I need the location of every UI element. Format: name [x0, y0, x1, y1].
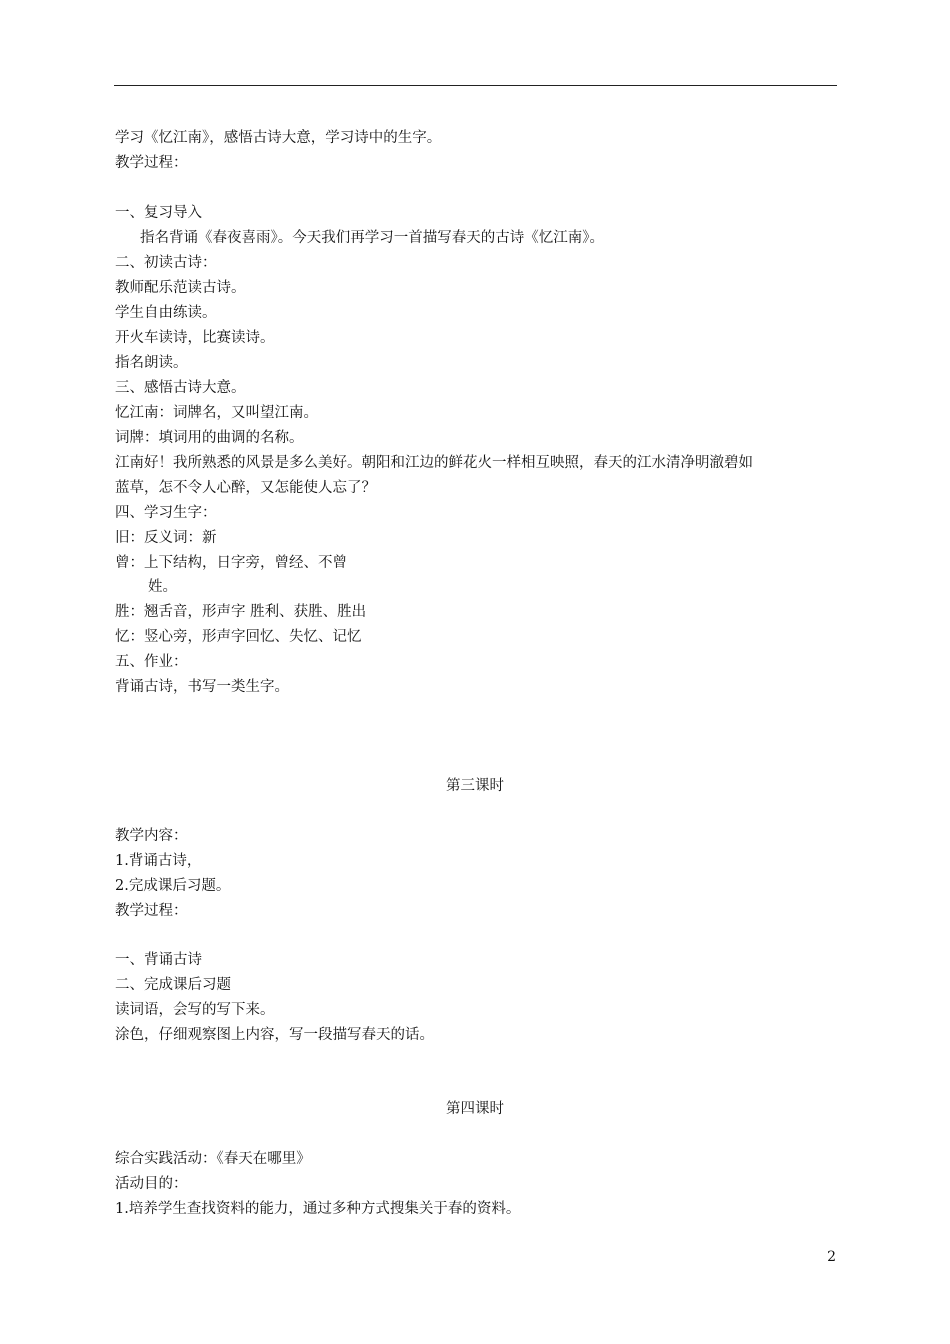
text-line: 教学内容： [115, 828, 188, 844]
text-line: 蓝草，怎不令人心醉，又怎能使人忘了？ [115, 480, 376, 496]
section-heading: 一、复习导入 [115, 205, 202, 221]
text-line: 江南好！我所熟悉的风景是多么美好。朝阳和江边的鲜花火一样相互映照，春天的江水清净明澈碧如 [115, 455, 753, 471]
text-line: 教学过程： [115, 903, 188, 919]
text-line: 姓。 [148, 579, 177, 595]
lesson-title: 第四课时 [446, 1101, 504, 1117]
text-line: 教师配乐范读古诗。 [115, 280, 246, 296]
text-line: 曾：上下结构，日字旁，曾经、不曾 [115, 555, 347, 571]
section-heading: 五、作业： [115, 654, 188, 670]
text-line: 开火车读诗，比赛读诗。 [115, 330, 275, 346]
text-line: 学生自由练读。 [115, 305, 217, 321]
section-heading: 二、初读古诗： [115, 255, 217, 271]
section-heading: 一、背诵古诗 [115, 952, 202, 968]
text-line: 忆江南：词牌名，又叫望江南。 [115, 405, 318, 421]
lesson-title: 第三课时 [446, 778, 504, 794]
text-line: 指名背诵《春夜喜雨》。今天我们再学习一首描写春天的古诗《忆江南》。 [140, 230, 604, 246]
header-rule [114, 85, 837, 86]
text-line: 2.完成课后习题。 [115, 878, 231, 894]
text-line: 旧：反义词：新 [115, 530, 217, 546]
section-heading: 四、学习生字： [115, 505, 217, 521]
text-line: 忆：竖心旁，形声字回忆、失忆、记忆 [115, 629, 362, 645]
text-line: 涂色，仔细观察图上内容，写一段描写春天的话。 [115, 1027, 434, 1043]
text-line: 活动目的： [115, 1176, 188, 1192]
text-line: 教学过程： [115, 155, 188, 171]
page-number: 2 [827, 1249, 836, 1265]
text-line: 背诵古诗，书写一类生字。 [115, 679, 289, 695]
text-line: 指名朗读。 [115, 355, 188, 371]
section-heading: 三、感悟古诗大意。 [115, 380, 246, 396]
text-line: 词牌：填词用的曲调的名称。 [115, 430, 304, 446]
text-line: 综合实践活动：《春天在哪里》 [115, 1151, 311, 1167]
text-line: 学习《忆江南》，感悟古诗大意，学习诗中的生字。 [115, 130, 442, 146]
text-line: 1.背诵古诗， [115, 853, 202, 869]
text-line: 1.培养学生查找资料的能力，通过多种方式搜集关于春的资料。 [115, 1201, 521, 1217]
text-line: 胜：翘舌音，形声字 胜利、获胜、胜出 [115, 604, 367, 620]
section-heading: 二、完成课后习题 [115, 977, 231, 993]
text-line: 读词语，会写的写下来。 [115, 1002, 275, 1018]
